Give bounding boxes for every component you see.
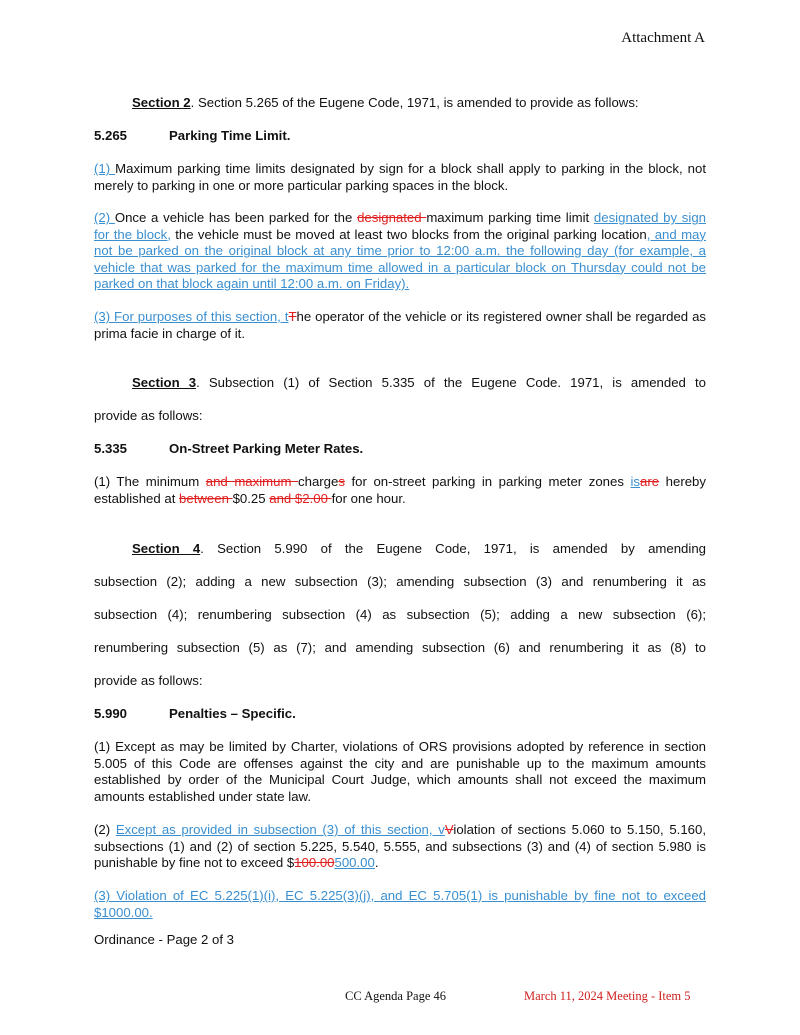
paragraph-text: hereby established at (94, 474, 706, 506)
meeting-item-label: March 11, 2024 Meeting - Item 5 (524, 989, 691, 1003)
section-4-label: Section 4 (132, 541, 201, 556)
inserted-text: designated by sign for the block, (94, 210, 706, 242)
code-heading-5-990 (94, 706, 706, 723)
paragraph-5-265-3 (94, 309, 706, 342)
section-2-intro (94, 95, 706, 112)
inserted-text: (3) Violation of EC 5.225(1)(i), EC 5.225(3)(j), and EC 5.705(1) is punishable by fine not to exceed $1000.00. (94, 888, 706, 920)
inserted-text: (1) (94, 161, 116, 176)
agenda-page-label: CC Agenda Page 46 (345, 989, 447, 1003)
inserted-text: Except as provided in subsection (3) of this section, v (115, 822, 445, 837)
attachment-header: Attachment A (621, 30, 705, 46)
section-3-intro (94, 375, 706, 392)
inserted-text: , and may not be parked on the original block at any time prior to 12:00 a.m. the following day (for example, a vehicle that was parked for the maximum time allowed in a particular block on Thursday could not be parked on that block again until 12:00 a.m. on Friday). (94, 226, 706, 291)
paragraph-text: he operator of the vehicle or its registered owner shall be regarded as prima facie in charge of it. (94, 309, 706, 341)
ordinance-page-number: Ordinance - Page 2 of 3 (94, 932, 235, 947)
paragraph-5-265-2 (94, 210, 706, 293)
code-title: Parking Time Limit. (169, 128, 291, 143)
section-4-line-2: subsection (2); adding a new subsection (3); amending subsection (3) and renumbering it as (94, 574, 706, 589)
paragraph-text: Maximum parking time limits designated by sign for a block shall apply to parking in the block, not merely to parking in one or more particular parking spaces in the block. (94, 161, 706, 193)
section-2-intro-text: . Section 5.265 of the Eugene Code, 1971, is amended to provide as follows: (190, 95, 639, 110)
section-3-label: Section 3 (132, 375, 197, 390)
section-4-intro-text: . Section 5.990 of the Eugene Code, 1971, is amended by amending (200, 541, 706, 556)
code-heading-5-335 (94, 441, 706, 458)
code-heading-5-265 (94, 128, 706, 145)
code-title: Penalties – Specific. (169, 706, 296, 721)
deleted-text: and maximum (205, 474, 299, 489)
code-number: 5.265 (94, 128, 128, 143)
deleted-text: are (640, 474, 660, 489)
paragraph-text: . (374, 855, 379, 870)
paragraph-5-335-1 (94, 474, 706, 507)
deleted-text: and $2.00 (269, 490, 332, 506)
paragraph-text: charge (298, 474, 339, 489)
section-3-intro-line-2: provide as follows: (94, 408, 203, 423)
inserted-text: (2) (94, 210, 115, 225)
paragraph-text: $0.25 (232, 490, 270, 506)
inserted-text: 500.00 (334, 855, 375, 870)
deleted-text: between (179, 490, 233, 506)
section-2-label: Section 2 (132, 95, 191, 110)
section-4-intro (94, 541, 706, 558)
paragraph-text: maximum parking time limit (426, 210, 594, 225)
section-4-line-4: renumbering subsection (5) as (7); and amending subsection (6) and renumbering it as (8) to (94, 640, 706, 655)
deleted-text: T (288, 309, 297, 324)
code-number: 5.335 (94, 441, 128, 456)
section-4-line-5: provide as follows: (94, 673, 203, 688)
deleted-text: designated (357, 210, 427, 225)
paragraph-text: (2) (94, 822, 116, 837)
section-3-intro-text: . Subsection (1) of Section 5.335 of the Eugene Code. 1971, is amended to (196, 375, 706, 390)
inserted-text: is (630, 474, 641, 489)
inserted-text: (3) For purposes of this section, t (94, 309, 289, 324)
code-title: On-Street Parking Meter Rates. (169, 441, 364, 456)
paragraph-text: Once a vehicle has been parked for the (114, 210, 358, 225)
paragraph-text: the vehicle must be moved at least two blocks from the original parking location (170, 226, 647, 242)
paragraph-5-990-2 (94, 822, 706, 872)
section-4-line-3: subsection (4); renumbering subsection (4) as subsection (5); adding a new subsection (6); (94, 607, 706, 622)
paragraph-5-990-1: (1) Except as may be limited by Charter, violations of ORS provisions adopted by reference in section 5.005 of this Code are offenses against the city and are punishable up to the maximum amounts established by order of the Municipal Court Judge, which amounts shall not exceed the maximum amounts established under state law. (94, 739, 706, 804)
code-number: 5.990 (94, 706, 128, 721)
deleted-text: s (338, 474, 345, 489)
paragraph-5-990-3 (94, 888, 706, 921)
deleted-text: V (444, 822, 454, 837)
paragraph-text: for on-street parking in parking meter zones (344, 474, 631, 489)
deleted-text: 100.00 (294, 855, 335, 870)
paragraph-5-265-1 (94, 161, 706, 194)
paragraph-text: for one hour. (331, 490, 406, 506)
paragraph-text: iolation of sections 5.060 to 5.150, 5.160, subsections (1) and (2) of section 5.225, 5.540, 5.555, and subsections (3) and (4) of section 5.980 is punishable by fine not to exceed $ (94, 822, 707, 870)
paragraph-text: (1) The minimum (94, 474, 206, 489)
